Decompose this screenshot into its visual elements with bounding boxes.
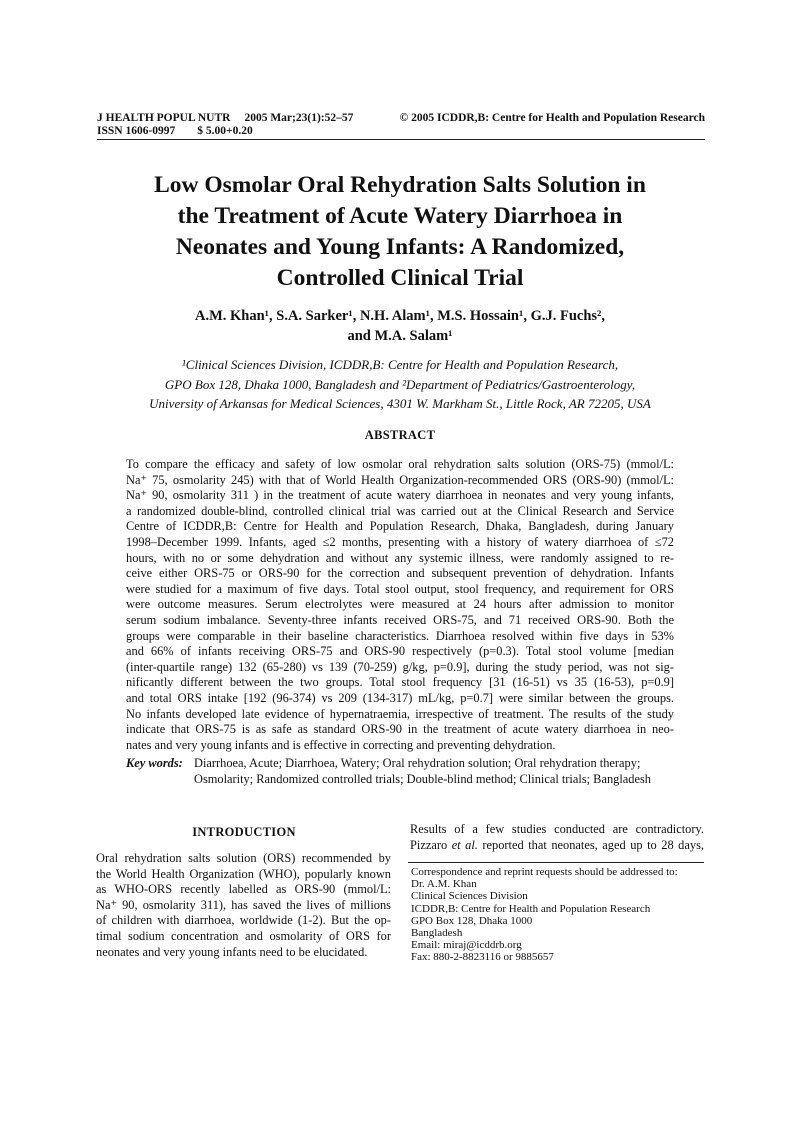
abstract-heading: ABSTRACT bbox=[364, 428, 436, 442]
right-column-line-rest: reported that neonates, aged up to 28 days, bbox=[477, 837, 704, 852]
keywords-line: Diarrhoea, Acute; Diarrhoea, Watery; Oral rehydration solution; Oral rehydration therapy; bbox=[194, 756, 641, 770]
journal-header bbox=[97, 112, 705, 138]
article-title bbox=[100, 170, 700, 294]
abstract-line: groups were comparable in their baseline characteristics. Diarrhoea resolved within five days in 53% bbox=[126, 628, 674, 643]
title-line: Neonates and Young Infants: A Randomized, bbox=[175, 234, 625, 260]
issn: ISSN 1606-0997 bbox=[97, 125, 176, 137]
keywords-line: Osmolarity; Randomized controlled trials; Double-blind method; Clinical trials; Bangladesh bbox=[194, 771, 651, 786]
right-column-line bbox=[410, 838, 704, 854]
abstract-line: No infants developed late evidence of hypernatraemia, irrespective of treatment. The results of the study bbox=[126, 706, 674, 721]
affiliation-line: ¹Clinical Sciences Division, ICDDR,B: Centre for Health and Population Research, bbox=[181, 357, 619, 372]
keywords-label: Key words: bbox=[126, 756, 183, 770]
correspondence-email: Email: miraj@icddrb.org bbox=[411, 939, 522, 952]
abstract-line: Na⁺ 90, osmolarity 311 ) in the treatment of acute watery diarrhoea in neonates and very young infants, bbox=[126, 488, 674, 503]
affiliation-line: University of Arkansas for Medical Sciences, 4301 W. Markham St., Little Rock, AR 72205, USA bbox=[149, 396, 651, 411]
abstract-line: indicate that ORS-75 is as safe as standard ORS-90 in the treatment of acute watery diarrhoea in neo- bbox=[126, 722, 674, 737]
abstract-body bbox=[126, 457, 674, 753]
author-line: and M.A. Salam¹ bbox=[347, 328, 453, 344]
abstract-line: Centre of ICDDR,B: Centre for Health and Population Research, Dhaka, Bangladesh, during January bbox=[126, 519, 674, 534]
correspondence-line: GPO Box 128, Dhaka 1000 bbox=[411, 914, 533, 927]
price: $ 5.00+0.20 bbox=[197, 125, 253, 137]
et-al: et al. bbox=[451, 837, 478, 852]
introduction-line: of children with diarrhoea, worldwide (1-2). But the op- bbox=[96, 913, 391, 928]
correspondence-line: Bangladesh bbox=[411, 927, 463, 940]
right-column-line: Results of a few studies conducted are contradictory. bbox=[410, 822, 704, 836]
affiliation-line: GPO Box 128, Dhaka 1000, Bangladesh and ²Department of Pediatrics/Gastroenterology, bbox=[164, 376, 636, 392]
author-list bbox=[100, 306, 700, 346]
abstract-line: were outcome measures. Serum electrolytes were measured at 24 hours after admission to monitor bbox=[126, 597, 674, 612]
abstract-line: and total ORS intake [192 (96-374) vs 209 (134-317) mL/kg, p=0.7] were similar between the groups. bbox=[126, 690, 674, 705]
abstract-line: serum sodium imbalance. Seventy-three infants received ORS-75, and 71 received ORS-90. Both the bbox=[126, 612, 674, 627]
introduction-line: Oral rehydration salts solution (ORS) recommended by bbox=[96, 851, 391, 865]
copyright-notice: © 2005 ICDDR,B: Centre for Health and Population Research bbox=[399, 112, 705, 124]
abstract-line: (inter-quartile range) 132 (65-280) vs 139 (70-259) g/kg, p=0.9], during the study period, was not sig- bbox=[126, 659, 674, 674]
title-line: Low Osmolar Oral Rehydration Salts Solution in bbox=[154, 172, 646, 198]
abstract-line: Na⁺ 75, osmolarity 245) with that of World Health Organization-recommended ORS (ORS-90) (mmol/L: bbox=[126, 472, 674, 487]
keywords bbox=[126, 756, 674, 787]
abstract-line: 1998–December 1999. Infants, aged ≤2 months, presenting with a history of watery diarrhoea of ≤72 bbox=[126, 534, 674, 549]
correspondence-line: ICDDR,B: Centre for Health and Population Research bbox=[411, 902, 651, 915]
abstract-line: nificantly different between the two groups. Total stool frequency [31 (16-51) vs 35 (16-53), p=0.9] bbox=[126, 675, 674, 690]
abstract-line: and 66% of infants receiving ORS-75 and ORS-90 respectively (p=0.3). Total stool volume [median bbox=[126, 644, 674, 659]
abstract-line: To compare the efficacy and safety of low osmolar oral rehydration salts solution (ORS-75) (mmol/L: bbox=[126, 457, 674, 471]
correspondence-line: Correspondence and reprint requests should be addressed to: bbox=[411, 866, 678, 878]
abstract-line: nates and very young infants and is effective in correcting and preventing dehydration. bbox=[126, 737, 556, 752]
correspondence-fax: Fax: 880-2-8823116 or 9885657 bbox=[411, 951, 554, 964]
journal-name: J HEALTH POPUL NUTR bbox=[97, 112, 231, 124]
abstract-line: ceive either ORS-75 or ORS-90 for the correction and subsequent prevention of dehydration. Infants bbox=[126, 566, 674, 581]
introduction-line: timal sodium concentration and osmolarity of ORS for bbox=[96, 928, 391, 943]
title-line: the Treatment of Acute Watery Diarrhoea in bbox=[177, 203, 623, 229]
abstract-line: hours, with no or some dehydration and without any systemic illness, were randomly assigned to re- bbox=[126, 550, 674, 565]
introduction-heading: INTRODUCTION bbox=[192, 825, 296, 839]
header-rule bbox=[97, 139, 705, 140]
right-column-text bbox=[410, 822, 704, 853]
introduction-body bbox=[96, 851, 391, 960]
correspondence-line: Dr. A.M. Khan bbox=[411, 878, 477, 891]
correspondence-line: Clinical Sciences Division bbox=[411, 890, 528, 903]
citation-author: Pizzaro bbox=[410, 837, 452, 852]
abstract-line: were studied for a maximum of five days. Total stool output, stool frequency, and requirement for ORS bbox=[126, 581, 674, 596]
introduction-line: the World Health Organization (WHO), popularly known bbox=[96, 866, 391, 881]
introduction-line: neonates and very young infants need to be elucidated. bbox=[96, 944, 368, 959]
correspondence-rule bbox=[408, 862, 704, 863]
title-line: Controlled Clinical Trial bbox=[276, 265, 524, 291]
abstract-line: a randomized double-blind, controlled clinical trial was carried out at the Clinical Research and Service bbox=[126, 503, 674, 518]
affiliations bbox=[100, 355, 700, 414]
introduction-line: Na⁺ 90, osmolarity 311), has saved the lives of millions bbox=[96, 897, 391, 912]
introduction-line: as WHO-ORS recently labelled as ORS-90 (mmol/L: bbox=[96, 882, 391, 897]
author-line: A.M. Khan¹, S.A. Sarker¹, N.H. Alam¹, M.S. Hossain¹, G.J. Fuchs², bbox=[194, 308, 606, 324]
correspondence-block bbox=[411, 866, 705, 964]
journal-citation: 2005 Mar;23(1):52–57 bbox=[244, 112, 354, 124]
